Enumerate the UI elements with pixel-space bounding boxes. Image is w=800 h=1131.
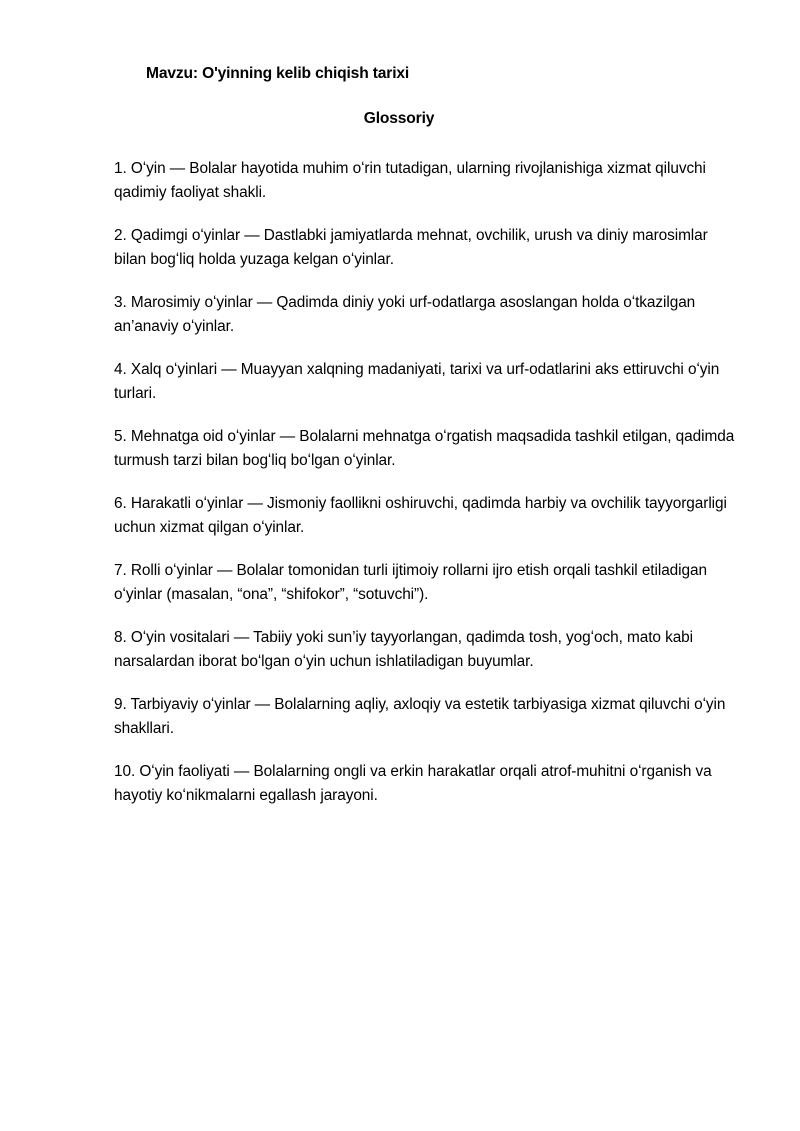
glossary-entry-10: 10. Oʻyin faoliyati — Bolalarning ongli va erkin harakatlar orqali atrof-muhitni oʻrganish va hayotiy koʻnikmalarni egallash jarayoni.: [114, 763, 712, 805]
glossary-list: [114, 157, 738, 809]
glossary-entry-5: 5. Mehnatga oid oʻyinlar — Bolalarni mehnatga oʻrgatish maqsadida tashkil etilgan, qadimda turmush tarzi bilan bogʻliq boʻlgan oʻyinlar.: [114, 428, 735, 470]
glossary-entry-9: 9. Tarbiyaviy oʻyinlar — Bolalarning aqliy, axloqiy va estetik tarbiyasiga xizmat qiluvchi oʻyin shakllari.: [114, 696, 726, 738]
document-content: [114, 62, 738, 808]
glossary-entry-7: 7. Rolli oʻyinlar — Bolalar tomonidan turli ijtimoiy rollarni ijro etish orqali tashkil etiladigan oʻyinlar (masalan, “ona”, “shifokor”, “sotuvchi”).: [114, 562, 707, 604]
glossary-entry-2: 2. Qadimgi oʻyinlar — Dastlabki jamiyatlarda mehnat, ovchilik, urush va diniy marosimlar bilan bogʻliq holda yuzaga kelgan oʻyinlar.: [114, 226, 708, 268]
page-title: Mavzu: O'yinning kelib chiqish tarixi: [146, 65, 410, 82]
glossary-entry-8: 8. Oʻyin vositalari — Tabiiy yoki sun’iy tayyorlangan, qadimda tosh, yogʻoch, mato kabi narsalardan iborat boʻlgan oʻyin uchun ishlatiladigan buyumlar.: [114, 629, 694, 671]
glossary-heading: Glossoriy: [363, 110, 435, 128]
glossary-entry-4: 4. Xalq oʻyinlari — Muayyan xalqning madaniyati, tarixi va urf-odatlarini aks ettiruvchi oʻyin turlari.: [114, 360, 720, 402]
glossary-entry-6: 6. Harakatli oʻyinlar — Jismoniy faollikni oshiruvchi, qadimda harbiy va ovchilik tayyorgarligi uchun xizmat qilgan oʻyinlar.: [114, 495, 727, 537]
glossary-entry-1: 1. Oʻyin — Bolalar hayotida muhim oʻrin tutadigan, ularning rivojlanishiga xizmat qiluvchi qadimiy faoliyat shakli.: [114, 159, 706, 201]
glossary-entry-3: 3. Marosimiy oʻyinlar — Qadimda diniy yoki urf-odatlarga asoslangan holda oʻtkazilgan an’anaviy oʻyinlar.: [114, 293, 696, 335]
